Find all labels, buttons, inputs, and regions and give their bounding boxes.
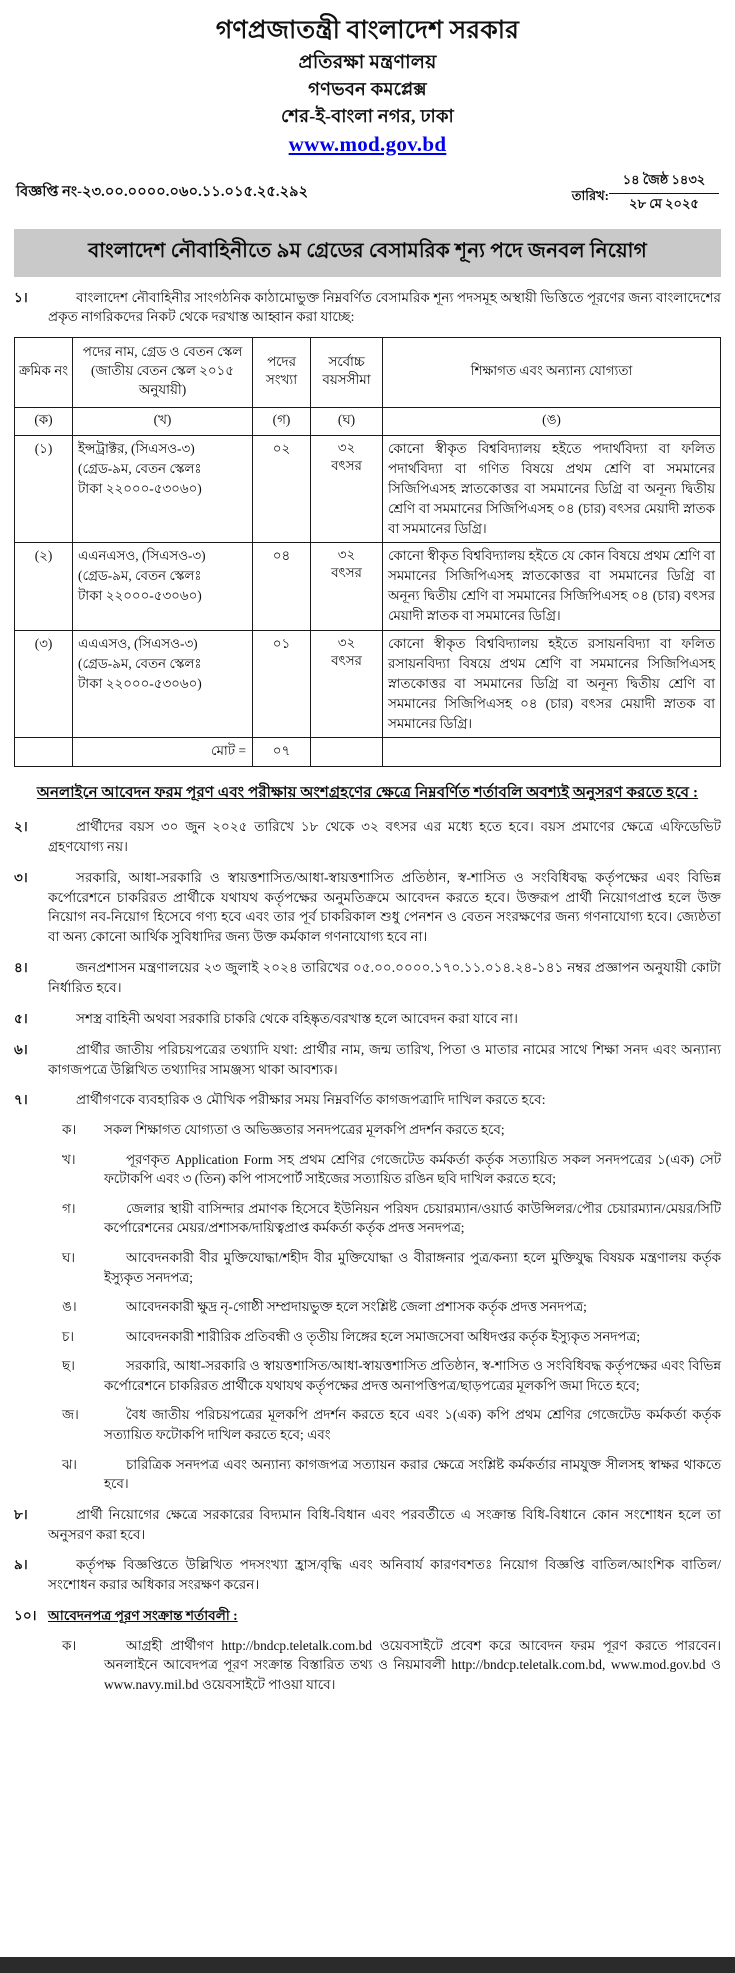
sub-condition-text-pre: পূরণকৃত [126, 1151, 176, 1167]
sub-condition-number: ঘ। [62, 1250, 76, 1266]
condition-text: কর্তৃপক্ষ বিজ্ঞপ্তিতে উল্লিখিত পদসংখ্যা হ্রাস/বৃদ্ধি এবং অনিবার্য কারণবশতঃ নিয়োগ বিজ্ঞপ্তি বাতিল/আংশিক বাতিল/সংশোধন করার অধিকার সংরক্ষণ করেন। [48, 1557, 721, 1593]
sub-condition-text: বৈধ জাতীয় পরিচয়পত্রের মূলকপি প্রদর্শন করতে হবে এবং ১(এক) কপি প্রথম শ্রেণির গেজেটেড কর্মকর্তা কর্তৃক সত্যায়িত ফটোকপি দাখিল করতে হবে; এবং [104, 1407, 721, 1442]
condition-number: ৫। [14, 1010, 28, 1026]
row-count: ০৪ [253, 543, 311, 630]
table-column-letters-row [15, 407, 721, 435]
post-grade: (গ্রেড-৯ম, বেতন স্কেলঃ [78, 568, 202, 584]
condition-item [14, 1009, 721, 1029]
total-blank-age [311, 738, 383, 767]
row-sl: (১) [15, 435, 73, 543]
sub-condition-number: ক। [62, 1122, 77, 1138]
application-text-3: , [601, 1657, 611, 1673]
table-header-row [15, 338, 721, 407]
condition-text: প্রার্থীদের বয়স ৩০ জুন ২০২৫ তারিখে ১৮ থেকে ৩২ বৎসর এর মধ্যে হতে হবে। বয়স প্রমাণের ক্ষেত্রে এফিডেভিট গ্রহণযোগ্য নয়। [48, 819, 721, 854]
bndcp-portal-link-2[interactable]: http://bndcp.teletalk.com.bd [451, 1657, 602, 1673]
post-name: ইন্সট্রাক্টর, (সিএসও-৩) [78, 440, 195, 456]
sub-condition-text: সকল শিক্ষাগত যোগ্যতা ও অভিজ্ঞতার সনদপত্রের মূলকপি প্রদর্শন করতে হবে; [104, 1122, 505, 1138]
row-qualification: কোনো স্বীকৃত বিশ্ববিদ্যালয় হইতে যে কোন বিষয়ে প্রথম শ্রেণি বা সমমানের সিজিপিএসহ স্নাতকোত্তর বা সমমানের ডিগ্রি বা অনূন্য দ্বিতীয় শ্রেণি বা সমমানের সিজিপিএসহ ০৪ (চার) বৎসর মেয়াদী স্নাতক বা সমমানের ডিগ্রি। [383, 543, 721, 630]
condition-text: সশস্ত্র বাহিনী অথবা সরকারি চাকরি থেকে বহিষ্কৃত/বরখাস্ত হলে আবেদন করা যাবে না। [76, 1010, 518, 1026]
row-age [311, 630, 383, 738]
application-text-4: ও [705, 1657, 721, 1673]
sub-condition-text-post: সহ প্রথম শ্রেণির গেজেটেড কর্মকর্তা কর্তৃক সত্যায়িত সকল সনদপত্রের ১(এক) সেট ফটোকপি এবং ৩ (তিন) কপি পাসপোর্ট সাইজের সত্যায়িত রঙিন ছবি দাখিল করতে হবে; [104, 1151, 721, 1187]
intro-paragraph [14, 288, 721, 328]
letter-count: (গ) [253, 407, 311, 435]
letter-sl: (ক) [15, 407, 73, 435]
table-total-row [15, 738, 721, 767]
age-value: ৩২ [337, 634, 356, 650]
application-sub-number: ক। [62, 1637, 77, 1653]
condition-number: ২। [14, 819, 28, 835]
condition-number: ৬। [14, 1041, 28, 1057]
intro-number: ১। [14, 289, 28, 305]
condition-item [14, 817, 721, 857]
letter-age: (ঘ) [311, 407, 383, 435]
post-salary: টাকা ২২০০০-৫৩০৬০) [78, 480, 202, 496]
header-count: পদের সংখ্যা [253, 338, 311, 407]
sub-condition-item [14, 1297, 721, 1317]
row-post [73, 435, 253, 543]
memo-date-block [572, 171, 719, 216]
application-text-5: ওয়েবসাইটে পাওয়া যাবে। [198, 1677, 336, 1692]
sub-condition-text: আবেদনকারী শারীরিক প্রতিবন্ধী ও তৃতীয় লিঙ্গের হলে সমাজসেবা অধিদপ্তর কর্তৃক ইস্যুকৃত সনদপত্র; [126, 1328, 641, 1344]
letter-qualification: (ঙ) [383, 407, 721, 435]
complex-name: গণভবন কমপ্লেক্স [308, 79, 427, 100]
post-name: এএএসও, (সিএসও-৩) [78, 635, 198, 651]
memo-row [14, 171, 721, 216]
row-count: ০১ [253, 630, 311, 738]
header-post: পদের নাম, গ্রেড ও বেতন স্কেল (জাতীয় বেতন স্কেল ২০১৫ অনুযায়ী) [73, 338, 253, 407]
letter-post: (খ) [73, 407, 253, 435]
sub-condition-item [14, 1356, 721, 1395]
post-grade: (গ্রেড-৯ম, বেতন স্কেলঃ [78, 460, 202, 476]
total-value: ০৭ [253, 738, 311, 767]
condition-text: প্রার্থীর জাতীয় পরিচয়পত্রের তথ্যাদি যথা: প্রার্থীর নাম, জন্ম তারিখ, পিতা ও মাতার নামের সাথে শিক্ষা সনদ এবং অন্যান্য কাগজপত্রে উল্লিখিত তথ্যাদির সামঞ্জস্য থাকা আবশ্যক। [48, 1041, 721, 1077]
condition-item [14, 1555, 721, 1595]
application-text-2: ওয়েবসাইটে প্রবেশ করে আবেদন ফরম পূরণ করতে পারবেন। অনলাইনে আবেদপত্র পূরণ সংক্রান্ত বিস্তারিত তথ্য ও নিয়মাবলী [104, 1637, 721, 1673]
sub-condition-item [14, 1199, 721, 1238]
post-grade: (গ্রেড-৯ম, বেতন স্কেলঃ [78, 655, 202, 671]
total-blank-qual [383, 738, 721, 767]
letterhead [14, 8, 721, 157]
row-age [311, 435, 383, 543]
sub-condition-text: চারিত্রিক সনদপত্র এবং অন্যান্য কাগজপত্র সত্যায়ন করার ক্ষেত্রে সংশ্লিষ্ট কর্মকর্তার নামযুক্ত সীলসহ স্বাক্ষর থাকতে হবে। [104, 1456, 721, 1492]
sub-condition-item [14, 1455, 721, 1494]
application-section-heading: আবেদনপত্র পূরণ সংক্রান্ত শর্তাবলী : [48, 1608, 238, 1624]
condition-text: সরকারি, আধা-সরকারি ও স্বায়ত্তশাসিত/আধা-স্বায়ত্তশাসিত প্রতিষ্ঠান, স্ব-শাসিত ও সংবিধিবদ্ধ কর্তৃপক্ষের এবং বিভিন্ন কর্পোরেশনে চাকরিরত প্রার্থীকে যথাযথ কর্তৃপক্ষের অনুমতিক্রমে আবেদন করতে হবে। উক্তরূপ প্রার্থী নিয়োগপ্রাপ্ত হলে উক্ত নিয়োগ নব-নিয়োগ হিসেবে গণ্য হবে এবং তার পূর্ব চাকরিকাল শুধু পেনশন ও বেতন সংরক্ষণের জন্য গণনাযোগ্য হবে। জ্যেষ্ঠতা বা অন্য কোনো আর্থিক সুবিধাদির জন্য উক্ত কর্মকাল গণনাযোগ্য হবে না। [48, 869, 721, 945]
row-post [73, 630, 253, 738]
sub-condition-text: আবেদনকারী বীর মুক্তিযোদ্ধা/শহীদ বীর মুক্তিযোদ্ধা ও বীরাঙ্গনার পুত্র/কন্যা হলে মুক্তিযুদ্ধ বিষয়ক মন্ত্রণালয় কর্তৃক ইস্যুকৃত সনদপত্র; [104, 1250, 721, 1285]
intro-text: বাংলাদেশ নৌবাহিনীর সাংগঠনিক কাঠামোভুক্ত নিম্নবর্ণিত বেসামরিক শূন্য পদসমূহ অস্থায়ী ভিত্তিতে পূরণের জন্য বাংলাদেশের প্রকৃত নাগরিকদের নিকট থেকে দরখাস্ত আহ্বান করা যাচ্ছে: [48, 289, 721, 325]
post-salary: টাকা ২২০০০-৫৩০৬০) [78, 588, 202, 604]
row-sl: (৩) [15, 630, 73, 738]
sub-condition-item [14, 1327, 721, 1347]
header-age: সর্বোচ্চ বয়সসীমা [311, 338, 383, 407]
row-qualification: কোনো স্বীকৃত বিশ্ববিদ্যালয় হইতে রসায়নবিদ্যা বা ফলিত রসায়নবিদ্যা বিষয়ে প্রথম শ্রেণি বা সমমানের সিজিপিএসহ স্নাতকোত্তর বা সমমানের ডিগ্রি বা অনূন্য দ্বিতীয় শ্রেণি বা সমমানের সিজিপিএসহ ০৪ (চার) বৎসর মেয়াদী স্নাতক বা সমমানের ডিগ্রি। [383, 630, 721, 738]
table-row [15, 630, 721, 738]
sub-condition-item [14, 1405, 721, 1444]
condition-item [14, 958, 721, 998]
sub-condition-number: খ। [62, 1151, 76, 1167]
sub-condition-text: সরকারি, আধা-সরকারি ও স্বায়ত্তশাসিত/আধা-স্বায়ত্তশাসিত প্রতিষ্ঠান, স্ব-শাসিত ও সংবিধিবদ্ধ কর্তৃপক্ষের এবং বিভিন্ন কর্পোরেশনে চাকরিরত প্রার্থীকে যথাযথ কর্তৃপক্ষের প্রদত্ত অনাপত্তিপত্র/ছাড়পত্রের মূলকপি জমা দিতে হবে; [104, 1358, 721, 1393]
conditions-heading: অনলাইনে আবেদন ফরম পূরণ এবং পরীক্ষায় অংশগ্রহণের ক্ষেত্রে নিম্নবর্ণিত শর্তাবলি অবশ্যই অনুসরণ করতে হবে : [36, 785, 699, 802]
header-qualification: শিক্ষাগত এবং অন্যান্য যোগ্যতা [383, 338, 721, 407]
condition-item [14, 868, 721, 947]
total-label: মোট = [73, 738, 253, 767]
table-row [15, 543, 721, 630]
memo-number: বিজ্ঞপ্তি নং-২৩.০০.০০০০.০৬০.১১.০১৫.২৫.২৯২ [16, 183, 309, 200]
post-name: এএনএসও, (সিএসও-৩) [78, 548, 206, 564]
condition-number: ৯। [14, 1557, 28, 1573]
condition-number: ৩। [14, 869, 28, 885]
condition-number: ৭। [14, 1092, 28, 1108]
date-bengali: ১৪ জৈষ্ঠ ১৪৩২ [609, 171, 719, 194]
condition-text: প্রার্থীগণকে ব্যবহারিক ও মৌখিক পরীক্ষার সময় নিম্নবর্ণিত কাগজপত্রাদি দাখিল করতে হবে: [76, 1092, 546, 1108]
sub-condition-text: জেলার স্থায়ী বাসিন্দার প্রমাণক হিসেবে ইউনিয়ন পরিষদ চেয়ারম্যান/ওয়ার্ড কাউন্সিলর/পৌর চেয়ারম্যান/মেয়র/সিটি কর্পোরেশনের মেয়র/প্রশাসক/দায়িত্বপ্রাপ্ত কর্মকর্তা কর্তৃক প্রদত্ত সনদপত্র; [104, 1200, 721, 1236]
application-sub-text [104, 1636, 721, 1695]
condition-item [14, 1505, 721, 1545]
row-age [311, 543, 383, 630]
circular-banner-title: বাংলাদেশ নৌবাহিনীতে ৯ম গ্রেডের বেসামরিক শূন্য পদে জনবল নিয়োগ [14, 229, 721, 277]
row-post [73, 543, 253, 630]
sub-condition-item [14, 1120, 721, 1140]
address-line: শের-ই-বাংলা নগর, ঢাকা [281, 105, 454, 126]
date-gregorian: ২৮ মে ২০২৫ [629, 195, 699, 211]
row-qualification: কোনো স্বীকৃত বিশ্ববিদ্যালয় হইতে পদার্থবিদ্যা বা ফলিত পদার্থবিদ্যা বা গণিত বিষয়ে প্রথম শ্রেণি বা সমমানের সিজিপিএসহ স্নাতকোত্তর বা সমমানের ডিগ্রি বা অনূন্য দ্বিতীয় শ্রেণি বা সমমানের সিজিপিএসহ ০৪ (চার) বৎসর মেয়াদী স্নাতক বা সমমানের ডিগ্রি। [383, 435, 721, 543]
condition-number: ৮। [14, 1506, 28, 1522]
date-label: তারিখ: [571, 188, 609, 204]
application-section-number: ১০। [14, 1608, 37, 1624]
age-unit: বৎসর [331, 457, 362, 473]
sub-condition-number: গ। [62, 1200, 76, 1216]
sub-condition-number: ঙ। [62, 1299, 77, 1315]
sub-condition-item [14, 1150, 721, 1189]
row-count: ০২ [253, 435, 311, 543]
sub-condition-number: জ। [62, 1407, 79, 1423]
condition-item [14, 1040, 721, 1080]
age-value: ৩২ [337, 439, 356, 455]
age-unit: বৎসর [331, 565, 362, 581]
government-name: গণপ্রজাতন্ত্রী বাংলাদেশ সরকার [215, 17, 520, 44]
condition-item [14, 1090, 721, 1110]
application-text-1: আগ্রহী প্রার্থীগণ [126, 1637, 222, 1653]
age-unit: বৎসর [331, 652, 362, 668]
ministry-website-link[interactable]: www.mod.gov.bd [288, 131, 447, 156]
table-row [15, 435, 721, 543]
sub-condition-text [104, 1150, 721, 1189]
condition-text: প্রার্থী নিয়োগের ক্ষেত্রে সরকারের বিদ্যমান বিধি-বিধান এবং পরবর্তীতে এ সংক্রান্ত বিধি-বিধানে কোন সংশোধন হলে তা অনুসরণ করা হবে। [48, 1506, 721, 1542]
sub-condition-number: চ। [62, 1328, 75, 1344]
application-sub-item [14, 1636, 721, 1695]
post-salary: টাকা ২২০০০-৫৩০৬০) [78, 675, 202, 691]
sub-condition-number: ঝ। [62, 1456, 77, 1472]
vacancy-table [14, 337, 721, 767]
bndcp-portal-link[interactable]: http://bndcp.teletalk.com.bd [221, 1637, 373, 1653]
row-sl: (২) [15, 543, 73, 630]
total-blank-sl [15, 738, 73, 767]
navy-website-link[interactable]: www.navy.mil.bd [104, 1677, 199, 1692]
mod-website-link[interactable]: www.mod.gov.bd [610, 1657, 706, 1673]
age-value: ৩২ [337, 547, 356, 563]
application-section [14, 1606, 721, 1626]
sub-condition-number: ছ। [62, 1358, 75, 1374]
sub-condition-text: আবেদনকারী ক্ষুদ্র নৃ-গোষ্ঠী সম্প্রদায়ভুক্ত হলে সংশ্লিষ্ট জেলা প্রশাসক কর্তৃক প্রদত্ত সনদপত্র; [126, 1299, 587, 1315]
header-sl: ক্রমিক নং [15, 338, 73, 407]
condition-number: ৪। [14, 960, 28, 976]
condition-text: জনপ্রশাসন মন্ত্রণালয়ের ২৩ জুলাই ২০২৪ তারিখের ০৫.০০.০০০০.১৭০.১১.০১৪.২৪-১৪১ নম্বর প্রজ্ঞাপন অনুযায়ী কোটা নির্ধারিত হবে। [48, 960, 721, 995]
application-form-term: Application Form [175, 1151, 273, 1167]
sub-condition-item [14, 1248, 721, 1287]
ministry-name: প্রতিরক্ষা মন্ত্রণালয় [298, 52, 437, 73]
